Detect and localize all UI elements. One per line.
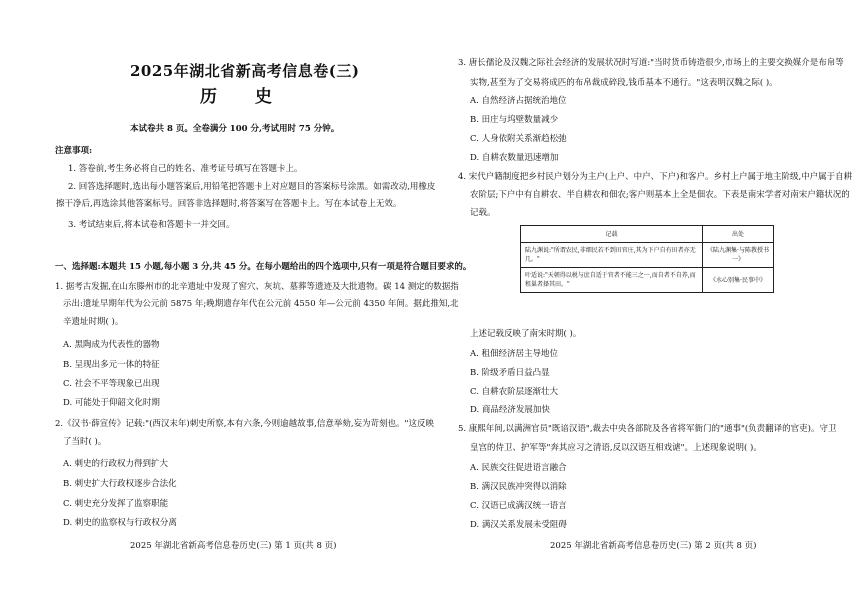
q1-option-d: D. 可能处于仰韶文化时期 [63,398,160,408]
table-row [521,268,774,293]
q2-option-a: A. 刺史的行政权力得到扩大 [63,459,169,469]
subject-title: 历 史 [200,87,288,107]
notice-item-3: 3. 考试结束后,将本试卷和答题卡一并交回。 [68,220,235,230]
table-cell-source: 《陆九渊集·与陈教授书一》 [703,243,774,268]
q5-stem-line-1: 5. 康熙年间,以满洲官员"既谙汉语",裁去中央各部院及各省将军衙门的"通事"(负责翻译的官吏)。守卫 [458,424,837,434]
table-cell-record: 叶适说:"天朝得以税与庶自适于官者不能三之一,而自者不自养,而租巢者择其田。" [521,268,703,293]
notice-item-1: 1. 答卷前,考生务必将自己的姓名、准考证号填写在答题卡上。 [68,164,303,174]
q3-option-d: D. 自耕农数量迅速增加 [470,153,559,163]
q2-option-c: C. 刺史充分发挥了监察职能 [63,499,169,509]
section-heading: 一、选择题:本题共 15 小题,每小题 3 分,共 45 分。在每小题给出的四个选项中,只有一项是符合题目要求的。 [55,262,472,272]
table-header-source: 出处 [703,226,774,243]
q1-stem-line-2: 示出:遗址早期年代为公元前 5875 年;晚期遗存年代在公元前 4550 年—公元前 4350 年间。据此推知,北 [63,299,459,309]
q2-option-d: D. 刺史的监察权与行政权分离 [63,518,177,528]
q4-question: 上述记载反映了南宋时期( )。 [470,329,582,339]
notice-item-2a: 2. 回答选择题时,选出每小题答案后,用铅笔把答题卡上对应题目的答案标号涂黑。如需改动,用橡皮 [68,182,436,192]
exam-title: 2025年湖北省新高考信息卷(三) [130,62,360,80]
q4-stem-line-2: 农阶层;下户中有自耕农、半自耕农和佃农;客户则基本上全是佃农。下表是南宋学者对南宋户籍状况的 [470,190,850,200]
q3-option-c: C. 人身依附关系渐趋松弛 [470,134,567,144]
table-header-row [521,226,774,243]
exam-info: 本试卷共 8 页。全卷满分 100 分,考试用时 75 分钟。 [130,124,340,134]
table-cell-source: 《水心别集·民事中》 [703,268,774,293]
page-footer-right: 2025 年湖北省新高考信息卷历史(三) 第 2 页(共 8 页) [550,541,757,551]
records-table [520,225,774,293]
q1-option-c: C. 社会不平等现象已出现 [63,379,160,389]
q1-stem-line-3: 辛遗址时期( )。 [63,317,124,327]
notice-item-2b: 擦干净后,再选涂其他答案标号。回答非选择题时,将答案写在答题卡上。写在本试卷上无效。 [56,199,402,209]
q1-option-b: B. 呈现出多元一体的特征 [63,360,160,370]
q5-stem-line-2: 皇宫的侍卫、护军等"奔其应习之清语,反以汉语互相戏谑"。上述现象说明( )。 [470,443,762,453]
q4-stem-line-3: 记载。 [470,208,496,218]
q3-stem-line-2: 实物,甚至为了交易将成匹的布帛裁成碎段,钱币基本不通行。"这表明汉魏之际( )。 [470,78,778,88]
q4-option-a: A. 租佃经济居主导地位 [470,349,559,359]
q5-option-d: D. 满汉关系发展未受阻碍 [470,520,567,530]
q5-option-c: C. 汉语已成满汉统一语言 [470,501,567,511]
table-header-record: 记载 [521,226,703,243]
q3-option-b: B. 田庄与坞壁数量减少 [470,115,559,125]
q1-option-a: A. 黑陶成为代表性的器物 [63,340,160,350]
q5-option-a: A. 民族交往促进语言融合 [470,463,567,473]
page-footer-left: 2025 年湖北省新高考信息卷历史(三) 第 1 页(共 8 页) [130,541,337,551]
q5-option-b: B. 满汉民族冲突得以消除 [470,482,567,492]
table-row [521,243,774,268]
q3-stem-line-1: 3. 唐长孺论及汉魏之际社会经济的发展状况时写道:"当时货币铸造很少,市场上的主要交换媒介是布帛等 [458,58,844,68]
table-cell-record: 陆九渊说:"所谓农民,非细民若不到田官庄,其为下户自有田者亦无几。" [521,243,703,268]
q4-option-d: D. 商品经济发展加快 [470,405,550,415]
q4-stem-line-1: 4. 宋代户籍制度把乡村民户划分为主户(上户、中户、下户)和客户。乡村上户属于地主阶级,中户属于自耕 [458,172,853,182]
q3-option-a: A. 自然经济占据统治地位 [470,96,567,106]
notice-heading: 注意事项: [55,146,93,156]
q4-option-c: C. 自耕农阶层逐渐壮大 [470,387,559,397]
q4-option-b: B. 阶级矛盾日益凸显 [470,368,550,378]
q1-stem-line-1: 1. 据考古发掘,在山东滕州市的北辛遗址中发现了窖穴、灰坑、墓葬等遗迹及大批遗物。碳 14 测定的数据指 [55,282,459,292]
q2-stem-line-1: 2.《汉书·薛宣传》记载:"(西汉末年)刺史所察,本有六条,今则逾越故事,信意举劾,妄为苛刻也。"这反映 [55,419,434,429]
q2-stem-line-2: 了当时( )。 [63,437,107,447]
q2-option-b: B. 刺史扩大行政权逐步合法化 [63,479,177,489]
